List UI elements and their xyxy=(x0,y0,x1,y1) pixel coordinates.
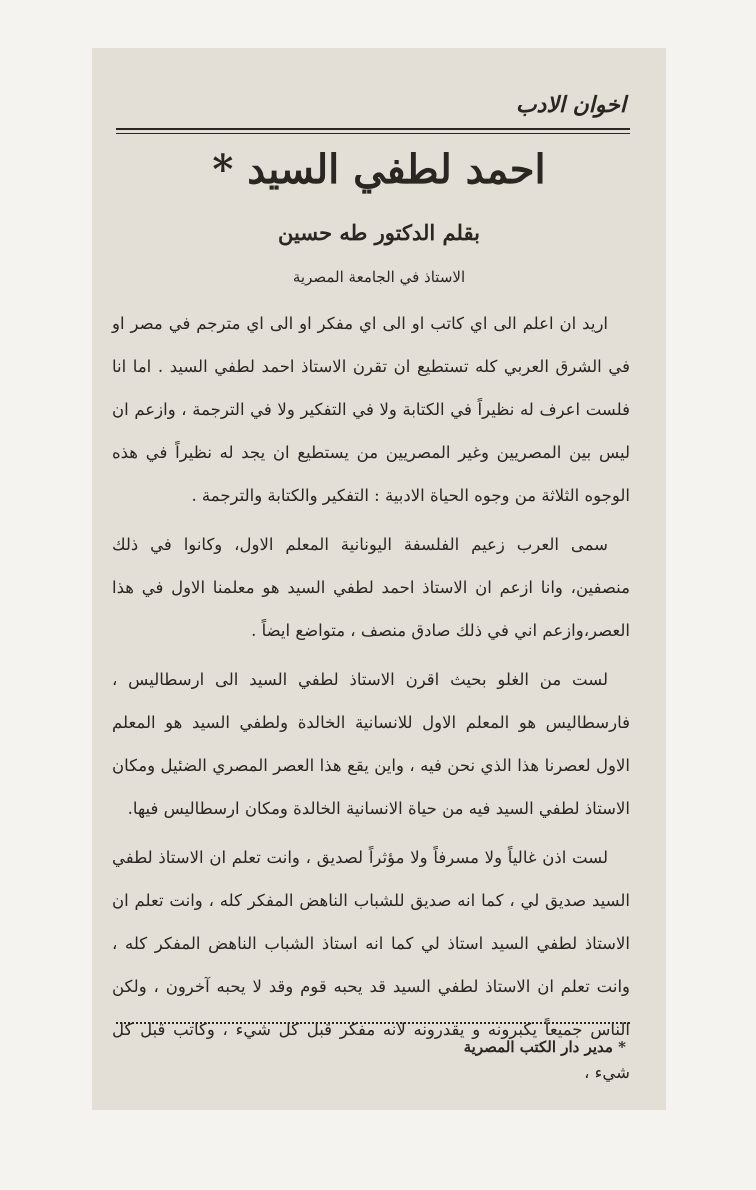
header-rule xyxy=(116,128,630,130)
article-byline: بقلم الدكتور طه حسين xyxy=(278,220,480,245)
paragraph: سمى العرب زعيم الفلسفة اليونانية المعلم الاول، وكانوا في ذلك منصفين، وانا ازعم ان الاستاذ احمد لطفي السيد هو معلمنا الاول في هذا العصر،وازعم اني في ذلك صادق منصف ، متواضع ايضاً . xyxy=(112,535,630,640)
paragraph: لست اذن غالياً ولا مسرفاً ولا مؤثراً لصديق ، وانت تعلم ان الاستاذ لطفي السيد صديق لي ، كما انه صديق للشباب الناهض المفكر كله ، وانت تعلم ان الاستاذ لطفي السيد استاذ لي كما انه استاذ الشباب الناهض المفكر كله ، وانت تعلم ان الاستاذ لطفي السيد قد يحبه قوم وقد لا يحبه آخرون ، ولكن الناس جميعاً يكبرونه و يقدرونه لانه مفكر قبل كل شيء ، وكاتب قبل كل شيء ، xyxy=(112,848,630,1082)
section-label: اخوان الادب xyxy=(515,92,626,118)
footnote-rule xyxy=(116,1022,630,1024)
magazine-page xyxy=(92,48,666,1110)
article-body xyxy=(112,302,630,1100)
paragraph: اريد ان اعلم الى اي كاتب او الى اي مفكر او الى اي مترجم في مصر او في الشرق العربي كله تستطيع ان تقرن الاستاذ احمد لطفي السيد . اما انا فلست اعرف له نظيراً في الكتابة ولا في التفكير ولا في الترجمة ، وازعم ان ليس بين المصريين وغير المصريين من يستطيع ان يجد له نظيراً في هذه الوجوه الثلاثة من وجوه الحياة الادبية : التفكير والكتابة والترجمة . xyxy=(112,314,630,505)
paragraph: لست من الغلو بحيث اقرن الاستاذ لطفي السيد الى ارسطاليس ، فارسطاليس هو المعلم الاول للانسانية الخالدة ولطفي السيد هو المعلم الاول لعصرنا هذا الذي نحن فيه ، واين يقع هذا العصر المصري الضئيل ومكان الاستاذ لطفي السيد فيه من حياة الانسانية الخالدة ومكان ارسطاليس فيها. xyxy=(112,670,630,818)
header-rule-thin xyxy=(116,133,630,134)
footnote: * مدير دار الكتب المصرية xyxy=(463,1038,626,1056)
article-title: احمد لطفي السيد * xyxy=(212,146,546,193)
author-affiliation: الاستاذ في الجامعة المصرية xyxy=(292,268,466,286)
